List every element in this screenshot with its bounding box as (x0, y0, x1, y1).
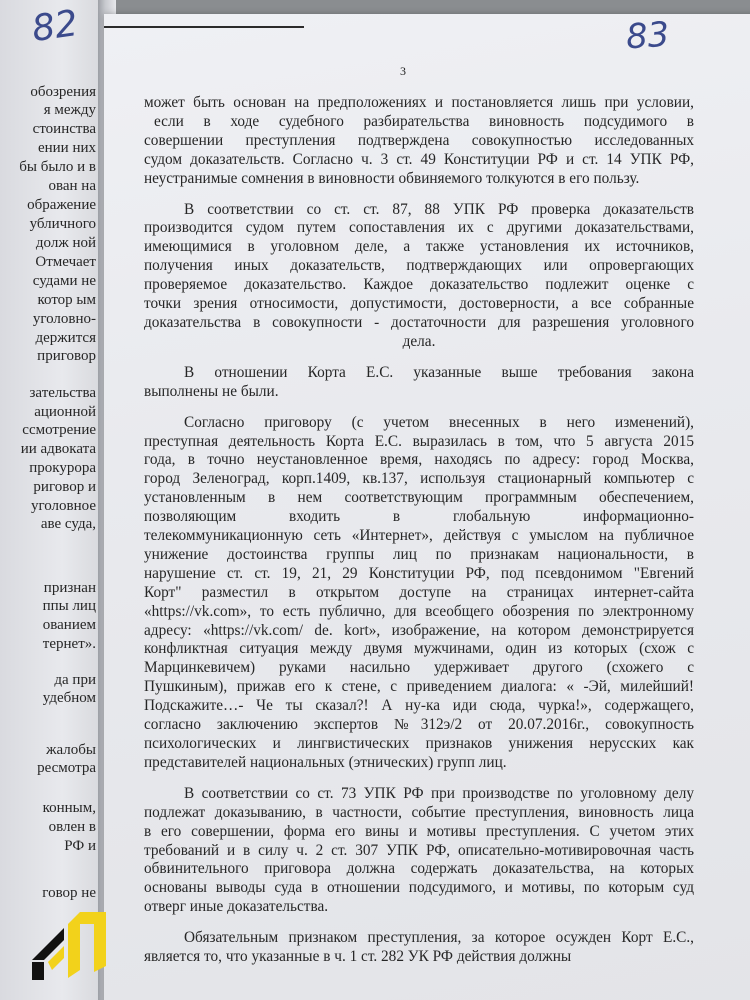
text-line: производится судом путем сопоставления их с другими доказательствами, (144, 219, 694, 237)
previous-page-line: да при (54, 672, 96, 688)
previous-page-line: ресмотра (37, 760, 96, 776)
previous-page-line: овлен в (48, 819, 96, 835)
text-line: В соответствии со ст. ст. 87, 88 УПК РФ проверка доказательств (184, 200, 694, 218)
previous-page-line: Отмечает (35, 254, 96, 270)
text-line: Корт" разместил в открытом доступе на страницах интернет-сайта (144, 583, 694, 601)
text-line: В соответствии со ст. 73 УПК РФ при производстве по уголовному делу (184, 784, 694, 802)
text-line: Подскажите…- Че ты сказал?! А ну-ка иди сюда, чурка!», содержащего, (144, 697, 694, 715)
top-edge-mark (104, 26, 304, 28)
previous-page-line: ссмотрение (22, 422, 96, 438)
text-line: В отношении Корта Е.С. указанные выше требования закона (184, 363, 694, 381)
paragraph (144, 201, 694, 352)
current-page (104, 14, 750, 1000)
printed-page-number: 3 (400, 64, 406, 78)
text-line: город Зеленоград, корп.1409, кв.137, используя стационарный компьютер с (144, 470, 694, 488)
previous-page-line: приговор (37, 348, 96, 364)
text-line: доказательства в совокупности - достаточности для разрешения уголовного (144, 313, 694, 331)
paragraph (144, 364, 694, 402)
previous-page-line: ованием (42, 617, 96, 633)
text-line: Обязательным признаком преступления, за которое осужден Корт Е.С., (184, 929, 694, 947)
previous-page-line: обозрения (30, 84, 96, 100)
previous-page-line: долж ной (35, 235, 96, 251)
previous-page-line: признан (43, 580, 96, 596)
text-line: установленным в нем соответствующим программным обеспечением, (144, 489, 694, 507)
previous-page-line: держится (35, 330, 96, 346)
previous-page-line: удебном (42, 690, 96, 706)
text-line: позволяющим входить в глобальную информационно- (144, 508, 694, 526)
text-line: психологических и лингвистических признаков унижения нерусских как (144, 735, 694, 752)
previous-page-line: зательства (29, 385, 96, 401)
text-line: проверяемое доказательство. Каждое доказательство подлежит оценке с (144, 276, 694, 294)
previous-page-line: риговор и (33, 479, 96, 495)
text-line: «https://vk.com», то есть публично, для всеобщего обозрения по электронному (144, 602, 694, 620)
paragraph (144, 929, 694, 967)
text-line: представителей национальных (этнических) групп лиц. (144, 753, 507, 771)
previous-page-line: конным, (42, 800, 96, 816)
previous-page-line: уголовное (30, 498, 96, 514)
handwritten-page-number-left: 82 (29, 3, 81, 50)
text-line: Пушкиным), прижав его к стене, с приведением диалога: « -Эй, милейший! (144, 678, 694, 696)
text-line: отверг иные доказательства. (144, 898, 329, 916)
previous-page-line: котор ым (37, 292, 96, 308)
previous-page-line: уголовно- (32, 311, 96, 327)
text-line: унижение достоинства группы лиц по признакам национальности, в (144, 545, 694, 563)
previous-page (0, 0, 104, 1000)
text-line: имеющимися в уголовном деле, а также установления их источников, (144, 238, 694, 256)
text-line: преступная деятельность Корта Е.С. выразилась в том, что 5 августа 2015 (144, 432, 694, 450)
text-line: совершении преступления подтверждена совокупностью исследованных (144, 131, 694, 149)
text-line: Согласно приговору (с учетом внесенных в него изменений), (184, 413, 694, 431)
previous-page-line: ационной (34, 404, 96, 420)
previous-page-line: ии адвоката (20, 441, 96, 457)
text-line: адресу: «https://vk.com/ de. kort», изображение, на котором демонстрируется (144, 621, 694, 639)
previous-page-line: аве суда, (40, 516, 96, 532)
text-line: выполнены не были. (144, 382, 279, 400)
previous-page-line: жалобы (46, 742, 96, 758)
previous-page-line: судами не (32, 273, 96, 289)
text-line: требований и в силу ч. 2 ст. 307 УПК РФ, описательно-мотивировочная часть (144, 841, 694, 859)
text-line: Марцинкевичем) руками насильно удерживает другого (схожего с (144, 659, 694, 677)
previous-page-line: стоинства (32, 121, 96, 137)
paragraph (144, 785, 694, 917)
text-line: в его совершении, форма его вины и мотивы преступления. С учетом этих (144, 822, 694, 840)
text-line: телекоммуникационную сеть «Интернет», действуя с умыслом на публичное (144, 527, 694, 545)
text-line: нарушение ст. ст. 19, 21, 29 Конституции РФ, под псевдонимом "Евгений (144, 564, 694, 582)
paragraph (144, 414, 694, 773)
text-line: точки зрения относимости, допустимости, достоверности, а все собранные (144, 295, 694, 313)
previous-page-line: прокурора (29, 460, 96, 476)
text-line: получения иных доказательств, подтверждающих или опровергающих (144, 257, 694, 275)
previous-page-line: бы было и в (19, 159, 96, 175)
previous-page-line: я между (43, 102, 96, 118)
text-line: дела. (402, 332, 436, 350)
previous-page-line: тернет». (42, 636, 96, 652)
text-line: если в ходе судебного разбирательства виновность подсудимого в (154, 112, 694, 130)
text-line: обвинительного приговора должна содержать доказательства, на которых (144, 860, 694, 878)
previous-page-line: РФ и (64, 838, 96, 854)
text-line: основаны выводы суда в отношении подсудимого, и мотивы, по которым суд (144, 879, 694, 897)
text-line: является то, что указанные в ч. 1 ст. 282 УК РФ действия должны (144, 948, 572, 966)
text-line: года, в точно неустановленное время, находясь по адресу: город Москва, (144, 451, 694, 469)
page-body-text (144, 94, 694, 979)
previous-page-line: ении них (37, 140, 96, 156)
logo-icon (28, 900, 110, 982)
previous-page-line: ован на (48, 178, 96, 194)
text-line: может быть основан на предположениях и постановляется лишь при условии, (144, 94, 694, 111)
previous-page-line: ображение (27, 197, 96, 213)
text-line: согласно заключению экспертов №312э/2 от 20.07.2016г., совокупность (144, 716, 694, 734)
previous-page-line: убличного (29, 216, 96, 232)
text-line: судом доказательств. Согласно ч. 3 ст. 49 Конституции РФ и ст. 14 УПК РФ, (144, 150, 694, 168)
previous-page-line: ппы лиц (42, 598, 96, 614)
text-line: подлежат доказыванию, в частности, событие преступления, виновность лица (144, 803, 694, 821)
paragraph (144, 94, 694, 189)
handwritten-page-number-right: 83 (624, 14, 671, 58)
text-line: неустранимые сомнения в виновности обвиняемого толкуются в его пользу. (144, 169, 640, 187)
text-line: конфликтная ситуация между двумя мужчинами, один из которых (схож с (144, 640, 694, 658)
previous-page-line: говор не (42, 885, 96, 901)
